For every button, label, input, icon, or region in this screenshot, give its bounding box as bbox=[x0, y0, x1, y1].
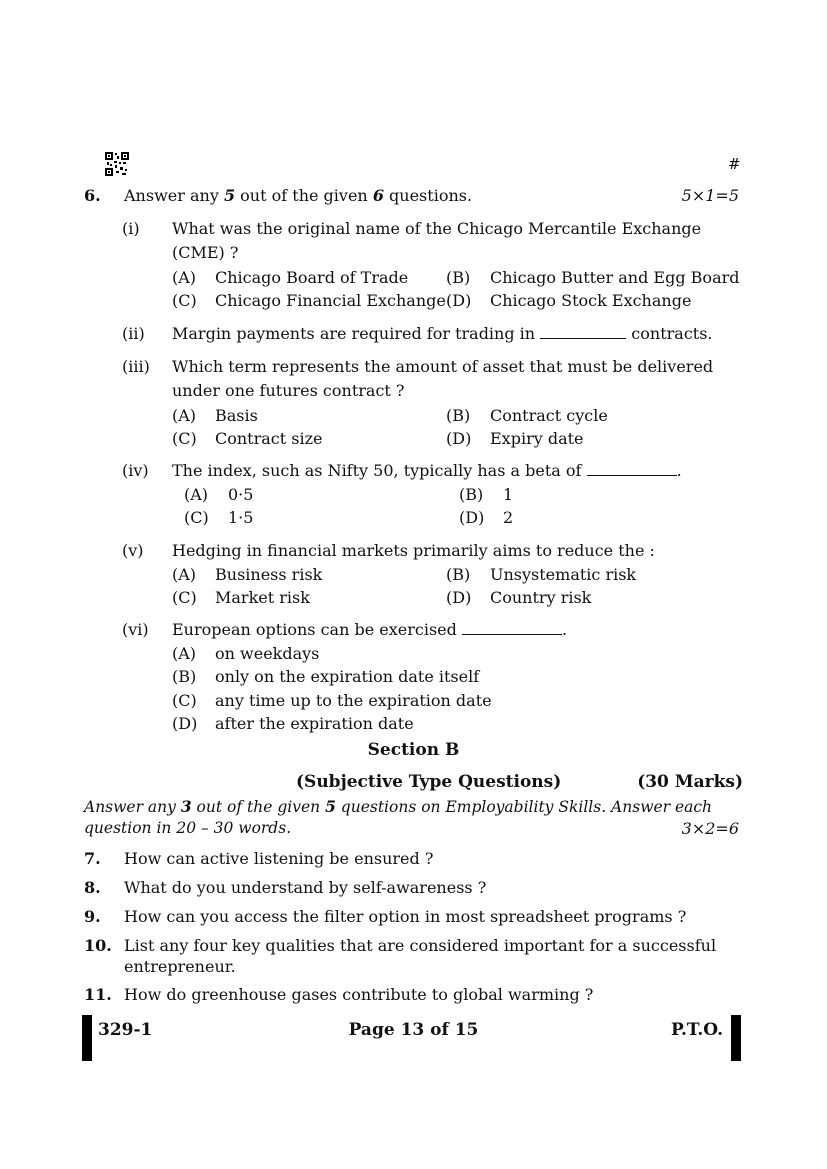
question-number: 9. bbox=[84, 907, 101, 926]
answer-blank bbox=[462, 620, 562, 635]
option-text: Expiry date bbox=[490, 429, 584, 448]
option-label: (B) bbox=[459, 485, 484, 504]
sub-question-number: (v) bbox=[122, 541, 144, 560]
option-label: (D) bbox=[459, 508, 485, 527]
option-label: (C) bbox=[184, 508, 209, 527]
option-label: (B) bbox=[446, 565, 471, 584]
question-text: List any four key qualities that are considered important for a successful bbox=[124, 936, 717, 955]
option-label: (A) bbox=[184, 485, 209, 504]
option-text: Country risk bbox=[490, 588, 592, 607]
sub-question-text: Which term represents the amount of asset that must be delivered bbox=[172, 357, 714, 376]
sub-question-text-cont: under one futures contract ? bbox=[172, 381, 405, 400]
option-label: (C) bbox=[172, 429, 197, 448]
question-6-instruction: Answer any 5 out of the given 6 questions. bbox=[124, 186, 473, 205]
question-number: 11. bbox=[84, 985, 112, 1004]
option-label: (C) bbox=[172, 291, 197, 310]
option-text: Contract size bbox=[215, 429, 323, 448]
sub-question-text: What was the original name of the Chicago Mercantile Exchange bbox=[172, 219, 702, 238]
option-text: Chicago Butter and Egg Board bbox=[490, 268, 740, 287]
section-instruction-cont: question in 20 – 30 words. bbox=[84, 819, 292, 837]
question-text-cont: entrepreneur. bbox=[124, 957, 236, 976]
section-subtitle: (Subjective Type Questions) bbox=[296, 772, 562, 792]
question-number: 6. bbox=[84, 186, 101, 205]
option-label: (D) bbox=[446, 429, 472, 448]
qr-code-icon bbox=[105, 152, 129, 176]
option-label: (C) bbox=[172, 588, 197, 607]
option-label: (A) bbox=[172, 406, 197, 425]
option-text: any time up to the expiration date bbox=[215, 691, 492, 710]
option-text: 2 bbox=[503, 508, 514, 527]
sub-question-text: European options can be exercised . bbox=[172, 620, 568, 639]
option-text: 0·5 bbox=[228, 485, 254, 504]
answer-blank bbox=[540, 324, 626, 339]
option-text: on weekdays bbox=[215, 644, 320, 663]
option-text: Chicago Board of Trade bbox=[215, 268, 409, 287]
sub-question-text: Margin payments are required for trading in contracts. bbox=[172, 324, 713, 343]
question-text: How can active listening be ensured ? bbox=[124, 849, 434, 868]
section-marks: 3×2=6 bbox=[681, 819, 739, 838]
question-number: 8. bbox=[84, 878, 101, 897]
section-total-marks: (30 Marks) bbox=[637, 772, 743, 792]
option-text: Market risk bbox=[215, 588, 310, 607]
pto-label: P.T.O. bbox=[671, 1020, 723, 1040]
option-text: 1·5 bbox=[228, 508, 254, 527]
sub-question-number: (iv) bbox=[122, 461, 149, 480]
option-text: Basis bbox=[215, 406, 258, 425]
paper-code: 329-1 bbox=[98, 1020, 153, 1040]
sub-question-text: The index, such as Nifty 50, typically has a beta of . bbox=[172, 461, 682, 480]
option-label: (C) bbox=[172, 691, 197, 710]
option-label: (D) bbox=[172, 714, 198, 733]
sub-question-number: (iii) bbox=[122, 357, 150, 376]
option-text: Chicago Stock Exchange bbox=[490, 291, 692, 310]
option-label: (A) bbox=[172, 268, 197, 287]
question-number: 7. bbox=[84, 849, 101, 868]
option-label: (B) bbox=[446, 406, 471, 425]
option-label: (A) bbox=[172, 644, 197, 663]
option-label: (A) bbox=[172, 565, 197, 584]
question-text: How do greenhouse gases contribute to global warming ? bbox=[124, 985, 594, 1004]
option-text: Chicago Financial Exchange bbox=[215, 291, 446, 310]
sub-question-text: Hedging in financial markets primarily aims to reduce the : bbox=[172, 541, 655, 560]
option-label: (D) bbox=[446, 588, 472, 607]
section-instruction: Answer any 3 out of the given 5 questions on Employability Skills. Answer each bbox=[84, 797, 713, 816]
sub-question-number: (vi) bbox=[122, 620, 149, 639]
page-hash-mark: # bbox=[728, 155, 741, 173]
answer-blank bbox=[587, 461, 677, 476]
option-label: (B) bbox=[446, 268, 471, 287]
sub-question-text-cont: (CME) ? bbox=[172, 243, 239, 262]
question-text: How can you access the filter option in most spreadsheet programs ? bbox=[124, 907, 687, 926]
option-text: 1 bbox=[503, 485, 514, 504]
option-text: only on the expiration date itself bbox=[215, 667, 480, 686]
option-label: (D) bbox=[446, 291, 472, 310]
option-text: Business risk bbox=[215, 565, 323, 584]
question-number: 10. bbox=[84, 936, 112, 955]
option-label: (B) bbox=[172, 667, 197, 686]
page-number: Page 13 of 15 bbox=[348, 1020, 479, 1040]
sub-question-number: (i) bbox=[122, 219, 140, 238]
question-6-marks: 5×1=5 bbox=[681, 186, 739, 205]
option-text: Unsystematic risk bbox=[490, 565, 637, 584]
section-title: Section B bbox=[367, 740, 460, 760]
question-text: What do you understand by self-awareness ? bbox=[124, 878, 487, 897]
option-text: Contract cycle bbox=[490, 406, 608, 425]
sub-question-number: (ii) bbox=[122, 324, 145, 343]
option-text: after the expiration date bbox=[215, 714, 414, 733]
